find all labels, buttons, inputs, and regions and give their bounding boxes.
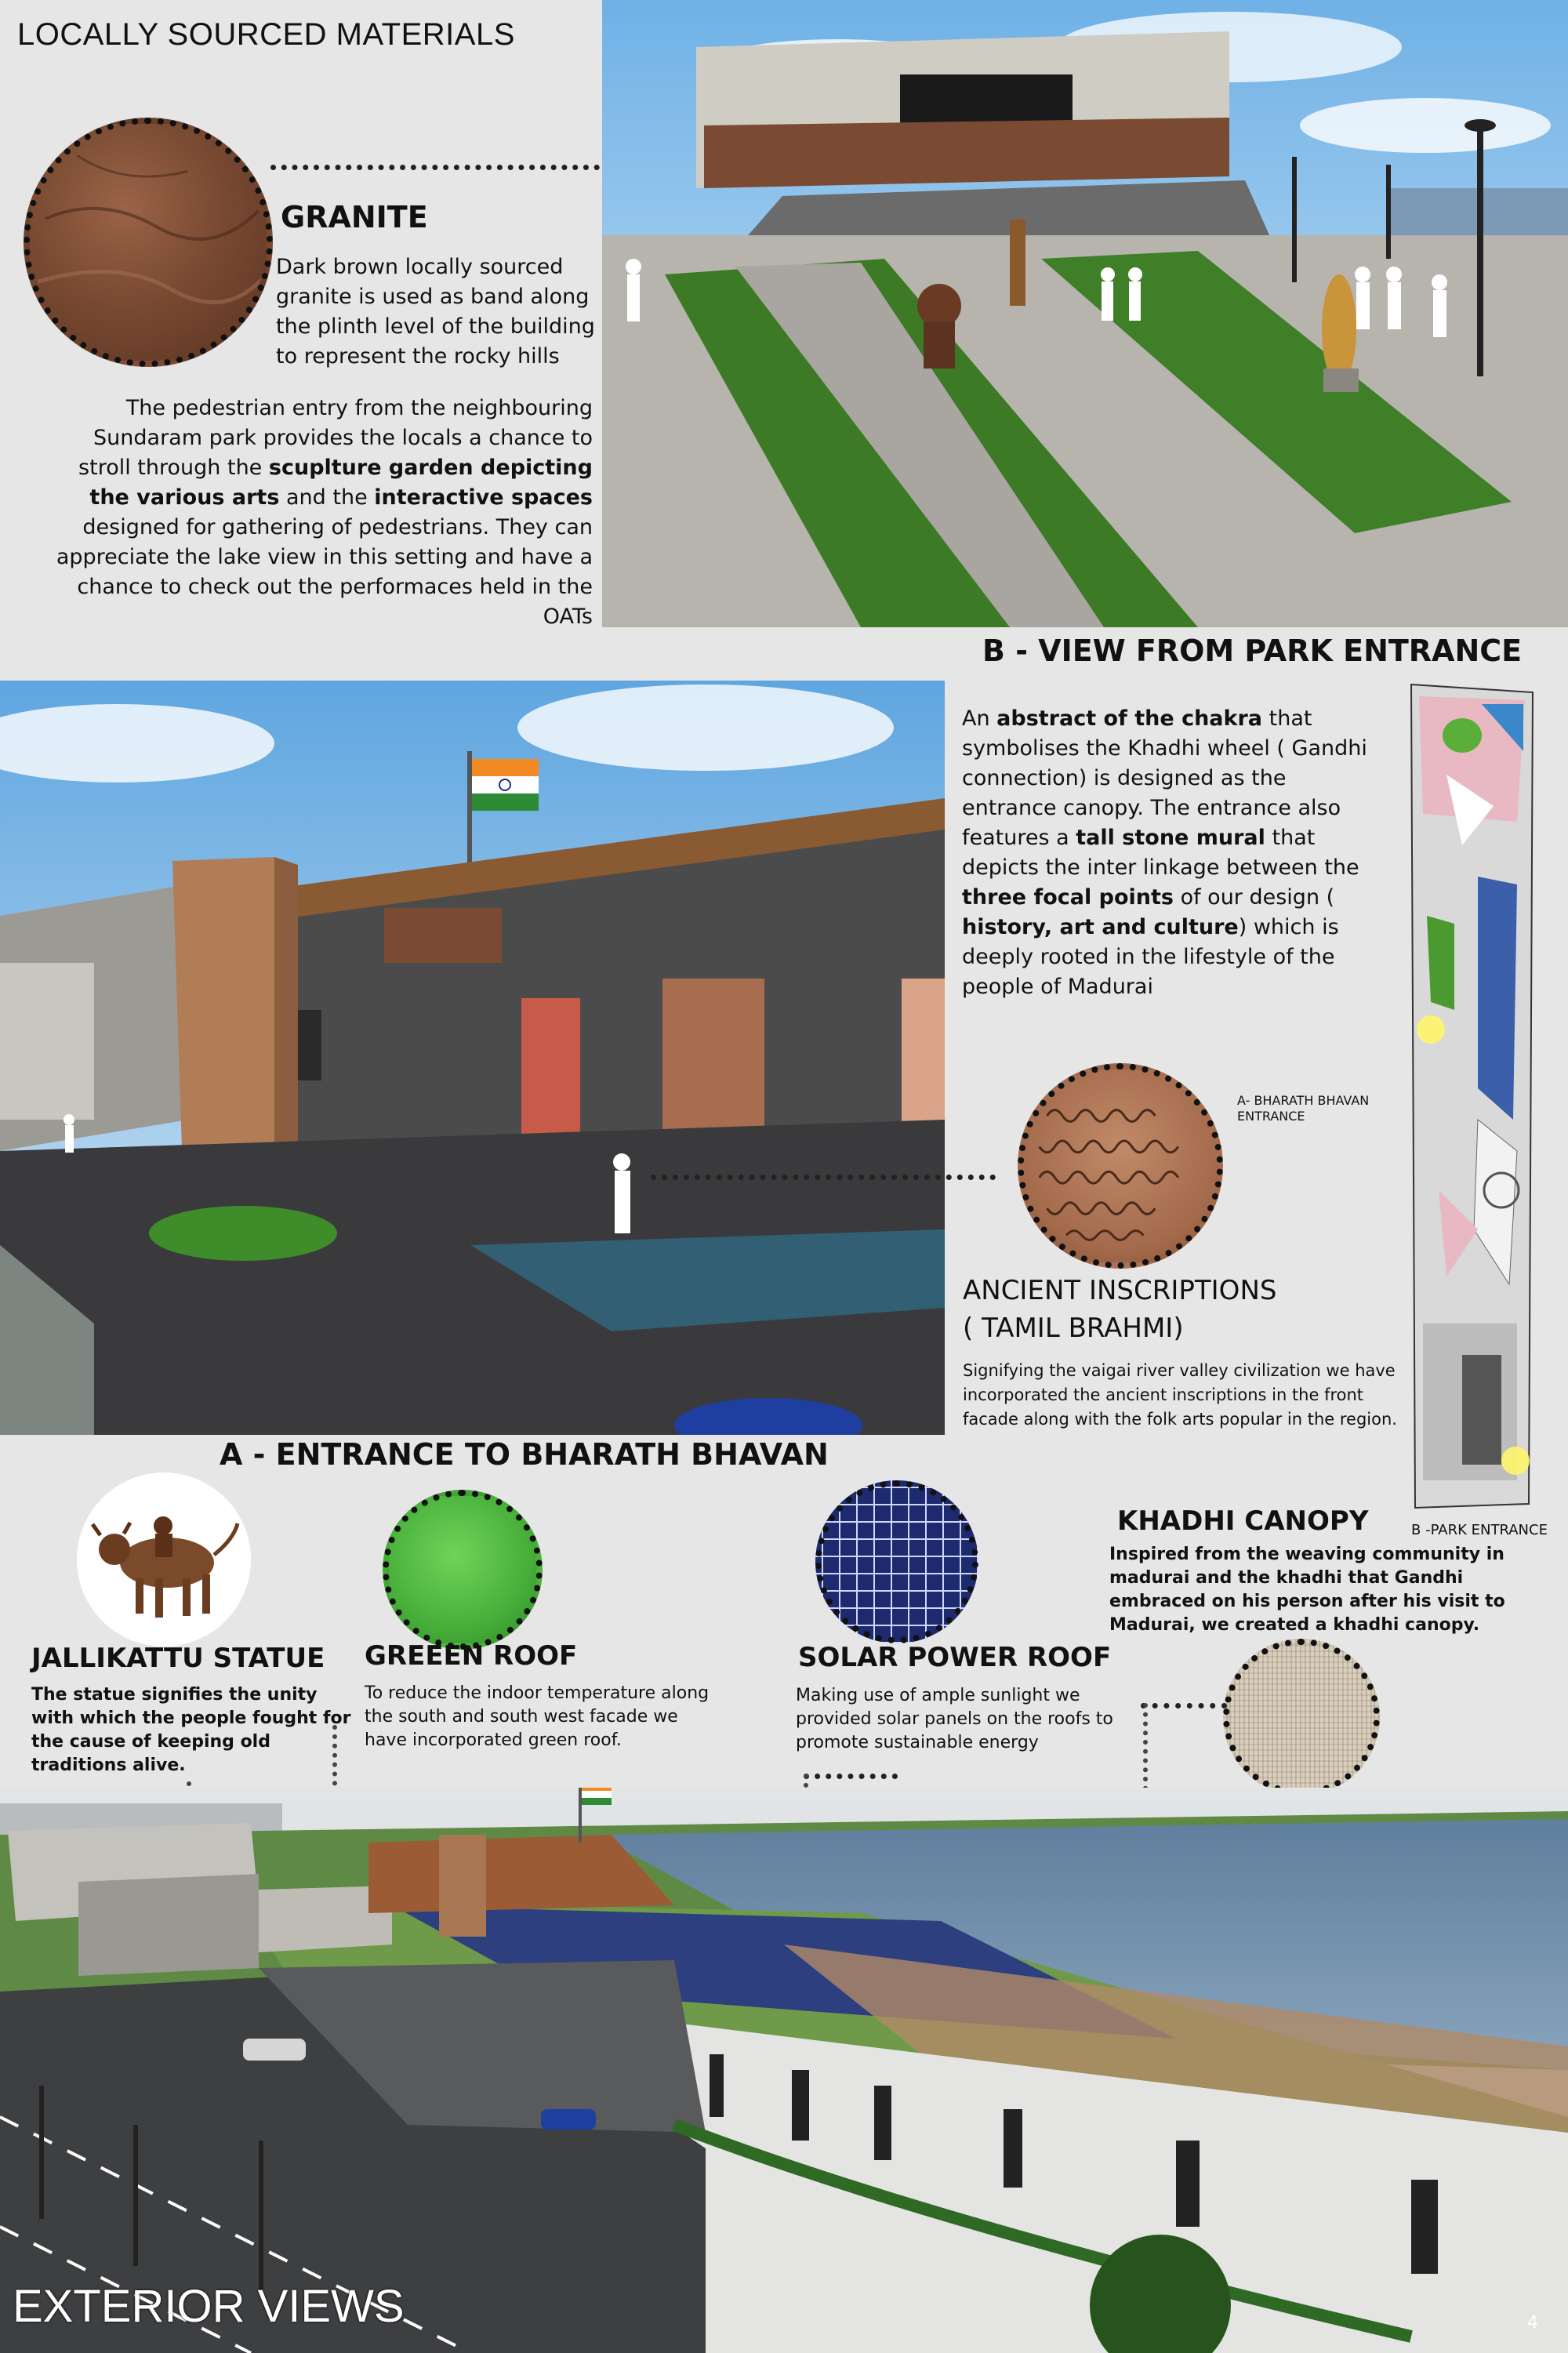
inscriptions-heading [963,1272,1276,1347]
view-b-description [962,704,1385,1002]
solar-roof-description: Making use of ample sunlight we provided solar panels on the roofs to promote sustainable energy [796,1686,1113,1752]
bull-statue-icon [77,1472,251,1647]
view-b-bold-2: tall stone mural [1076,826,1265,850]
view-b-text-3: that depicts the inter linkage between the [962,826,1359,880]
aerial-exterior-illustration [0,1788,1568,2353]
pedestrian-bold-1: scuplture garden depicting the various arts [89,456,593,510]
pedestrian-description [47,394,593,632]
site-plan-drawing [1407,681,1537,1516]
view-b-bold-1: abstract of the chakra [996,706,1263,731]
inscription-glyphs-icon [1024,1069,1217,1262]
page-title: LOCALLY SOURCED MATERIALS [17,17,515,52]
view-b-bold-3: three focal points [962,885,1174,910]
granite-heading: GRANITE [281,200,428,234]
solar-roof-heading: SOLAR POWER ROOF [798,1642,1112,1673]
khadhi-heading: KHADHI CANOPY [1117,1505,1369,1537]
granite-sample-image [24,118,273,367]
bharath-bhavan-entrance-illustration [0,681,945,1435]
granite-description: Dark brown locally sourced granite is used as band along the plinth level of the building to represent the rocky hills [276,255,595,369]
inscriptions-leader-line [651,1175,996,1180]
view-b-bold-4: history, art and culture [962,915,1239,939]
view-b-text-2: that symbolises the Khadhi wheel ( Gandhi connection) is designed as the entrance canopy. The entrance also features a [962,706,1367,850]
solar-panel-sample-image [815,1480,978,1643]
green-roof-description: To reduce the indoor temperature along the south and south west facade we have incorporated green roof. [365,1683,710,1750]
green-roof-sample-image [383,1490,543,1650]
jallikattu-heading: JALLIKATTU STATUE [31,1643,325,1674]
granite-texture-icon [30,124,267,361]
view-b-text-5: ) which is deeply rooted in the lifestyle of the people of Madurai [962,915,1339,999]
jallikattu-statue-image [77,1472,251,1647]
khadhi-fabric-sample-image [1223,1639,1380,1796]
inscriptions-heading-line1: ANCIENT INSCRIPTIONS [963,1275,1277,1306]
pedestrian-text-1: The pedestrian entry from the neighbouring Sundaram park provides the locals a chance to stroll through the [78,396,593,480]
inscriptions-description: Signifying the vaigai river valley civilization we have incorporated the ancient inscriptions in the front facade along with the folk arts popular in the region. [963,1361,1397,1429]
jallikattu-description: The statue signifies the unity with which the people fought for the cause of keeping old traditions alive. [31,1685,351,1775]
park-entrance-render [602,0,1568,627]
tamil-brahmi-inscription-image [1018,1063,1223,1269]
park-entrance-illustration [602,0,1568,627]
inscriptions-heading-line2: ( TAMIL BRAHMI) [963,1313,1184,1344]
khadhi-leader-line-h [1141,1703,1227,1708]
view-b-text-4: of our design ( [1173,885,1335,910]
pedestrian-text-2: and the [279,485,375,510]
bharath-bhavan-entrance-render [0,681,945,1435]
view-a-heading: A - ENTRANCE TO BHARATH BHAVAN [220,1437,829,1472]
khadhi-description: Inspired from the weaving community in madurai and the khadhi that Gandhi embraced on his person after his visit to Madurai, we created a khadhi canopy. [1109,1545,1505,1635]
plan-label-b: B -PARK ENTRANCE [1411,1522,1548,1538]
granite-leader-line [270,165,600,170]
aerial-exterior-render [0,1788,1568,2353]
page-number: 4 [1527,2311,1538,2333]
footer-title: EXTERIOR VIEWS [13,2281,405,2332]
site-plan [1407,681,1537,1516]
view-b-heading: B - VIEW FROM PARK ENTRANCE [982,634,1523,668]
plan-label-a: A- BHARATH BHAVAN ENTRANCE [1237,1093,1370,1124]
pedestrian-text-3: designed for gathering of pedestrians. They can appreciate the lake view in this setting and have a chance to check out the performaces held in the OATs [56,515,593,629]
pedestrian-bold-2: interactive spaces [374,485,593,510]
green-roof-heading: GREEEN ROOF [365,1640,578,1672]
solar-leader-line-h [804,1774,898,1779]
view-b-text-1: An [962,706,997,731]
